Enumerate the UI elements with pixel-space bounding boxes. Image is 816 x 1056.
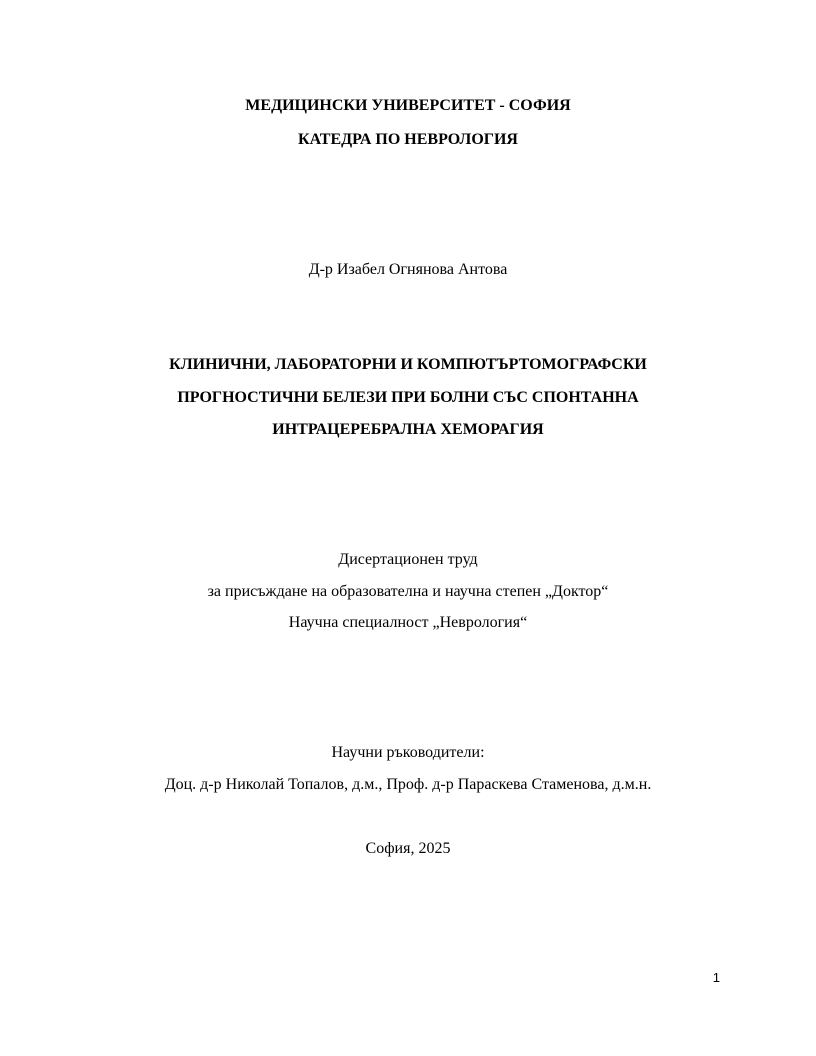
department-name: КАТЕДРА ПО НЕВРОЛОГИЯ [298, 131, 518, 148]
page-number: 1 [712, 970, 720, 985]
supervisors-label: Научни ръководители: [331, 744, 485, 761]
thesis-type: Дисертационен труд [338, 551, 478, 568]
place-year: София, 2025 [365, 840, 451, 857]
university-name: МЕДИЦИНСКИ УНИВЕРСИТЕТ - СОФИЯ [245, 97, 571, 114]
author-name: Д-р Изабел Огнянова Антова [308, 261, 508, 278]
supervisors-names: Доц. д-р Николай Топалов, д.м., Проф. д-р Параскева Стаменова, д.м.н. [164, 776, 652, 793]
thesis-title-line-1: КЛИНИЧНИ, ЛАБОРАТОРНИ И КОМПЮТЪРТОМОГРАФСКИ [169, 356, 647, 373]
thesis-title-line-3: ИНТРАЦЕРЕБРАЛНА ХЕМОРАГИЯ [272, 421, 544, 438]
thesis-specialty: Научна специалност „Неврология“ [288, 614, 528, 631]
thesis-title-line-2: ПРОГНОСТИЧНИ БЕЛЕЗИ ПРИ БОЛНИ СЪС СПОНТАННА [177, 389, 639, 406]
thesis-degree: за присъждане на образователна и научна степен „Доктор“ [207, 583, 609, 600]
